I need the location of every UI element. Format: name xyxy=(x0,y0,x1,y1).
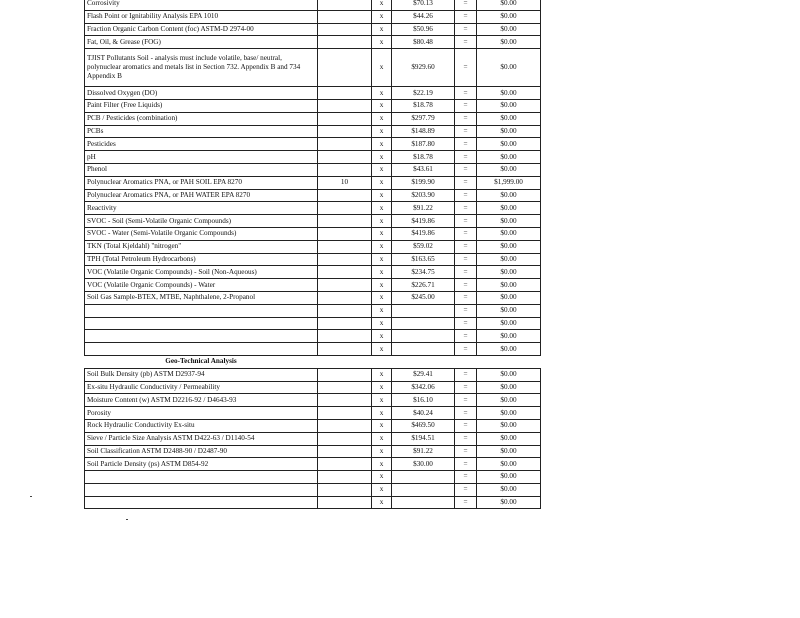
row-quantity xyxy=(318,87,372,100)
row-total: $1,999.00 xyxy=(477,176,541,189)
row-total: $0.00 xyxy=(477,227,541,240)
row-quantity xyxy=(318,368,372,381)
row-total: $0.00 xyxy=(477,496,541,509)
row-multiplier: x xyxy=(372,279,392,292)
row-multiplier: x xyxy=(372,317,392,330)
row-quantity xyxy=(318,483,372,496)
table-row xyxy=(85,432,541,445)
row-equals: = xyxy=(455,394,477,407)
row-unit-price: $91.22 xyxy=(392,445,455,458)
row-multiplier: x xyxy=(372,227,392,240)
row-unit-price: $226.71 xyxy=(392,279,455,292)
row-unit-price: $419.86 xyxy=(392,227,455,240)
table-row xyxy=(85,125,541,138)
row-multiplier: x xyxy=(372,458,392,471)
row-unit-price: $59.02 xyxy=(392,240,455,253)
row-quantity xyxy=(318,163,372,176)
row-description: pH xyxy=(85,151,318,164)
row-quantity xyxy=(318,151,372,164)
row-description xyxy=(85,496,318,509)
row-description: Reactivity xyxy=(85,202,318,215)
row-total: $0.00 xyxy=(477,99,541,112)
row-multiplier: x xyxy=(372,471,392,484)
row-description: Porosity xyxy=(85,407,318,420)
row-total: $0.00 xyxy=(477,112,541,125)
row-multiplier: x xyxy=(372,23,392,36)
row-unit-price: $29.41 xyxy=(392,368,455,381)
row-equals: = xyxy=(455,240,477,253)
row-description xyxy=(85,483,318,496)
row-equals: = xyxy=(455,99,477,112)
table-row xyxy=(85,266,541,279)
row-multiplier: x xyxy=(372,432,392,445)
table-row xyxy=(85,99,541,112)
row-description: Dissolved Oxygen (DO) xyxy=(85,87,318,100)
row-unit-price: $148.89 xyxy=(392,125,455,138)
row-multiplier: x xyxy=(372,240,392,253)
row-equals: = xyxy=(455,125,477,138)
row-quantity xyxy=(318,317,372,330)
row-multiplier: x xyxy=(372,496,392,509)
row-equals: = xyxy=(455,381,477,394)
row-description: Sieve / Particle Size Analysis ASTM D422-63 / D1140-54 xyxy=(85,432,318,445)
row-multiplier: x xyxy=(372,394,392,407)
row-description: VOC (Volatile Organic Compounds) - Soil (Non-Aqueous) xyxy=(85,266,318,279)
table-row xyxy=(85,176,541,189)
row-quantity xyxy=(318,99,372,112)
row-equals: = xyxy=(455,419,477,432)
row-total: $0.00 xyxy=(477,304,541,317)
row-description: SVOC - Soil (Semi-Volatile Organic Compounds) xyxy=(85,215,318,228)
row-quantity xyxy=(318,227,372,240)
row-unit-price: $342.06 xyxy=(392,381,455,394)
row-description: TKN (Total Kjeldahl) "nitrogen" xyxy=(85,240,318,253)
row-equals: = xyxy=(455,368,477,381)
row-unit-price: $16.10 xyxy=(392,394,455,407)
row-quantity xyxy=(318,125,372,138)
row-equals: = xyxy=(455,279,477,292)
row-unit-price xyxy=(392,330,455,343)
table-row xyxy=(85,330,541,343)
row-total: $0.00 xyxy=(477,330,541,343)
row-description: Flash Point or Ignitability Analysis EPA 1010 xyxy=(85,10,318,23)
row-total: $0.00 xyxy=(477,125,541,138)
row-multiplier: x xyxy=(372,202,392,215)
table-row xyxy=(85,317,541,330)
table-row xyxy=(85,151,541,164)
table-row xyxy=(85,419,541,432)
row-equals: = xyxy=(455,253,477,266)
row-description: Polynuclear Aromatics PNA, or PAH SOIL EPA 8270 xyxy=(85,176,318,189)
row-equals: = xyxy=(455,49,477,87)
row-description: Pesticides xyxy=(85,138,318,151)
row-unit-price: $43.61 xyxy=(392,163,455,176)
row-unit-price xyxy=(392,343,455,356)
row-total: $0.00 xyxy=(477,368,541,381)
row-quantity xyxy=(318,266,372,279)
row-unit-price: $70.13 xyxy=(392,0,455,10)
row-multiplier: x xyxy=(372,419,392,432)
table-row xyxy=(85,215,541,228)
row-multiplier: x xyxy=(372,0,392,10)
row-multiplier: x xyxy=(372,215,392,228)
row-quantity xyxy=(318,381,372,394)
row-quantity xyxy=(318,291,372,304)
row-equals: = xyxy=(455,304,477,317)
row-quantity xyxy=(318,407,372,420)
row-equals: = xyxy=(455,163,477,176)
table-row xyxy=(85,87,541,100)
table-row xyxy=(85,227,541,240)
row-quantity xyxy=(318,253,372,266)
row-description: Soil Particle Density (ps) ASTM D854-92 xyxy=(85,458,318,471)
row-total: $0.00 xyxy=(477,394,541,407)
row-multiplier: x xyxy=(372,36,392,49)
row-unit-price: $80.48 xyxy=(392,36,455,49)
row-description xyxy=(85,471,318,484)
row-total: $0.00 xyxy=(477,407,541,420)
section-title: Geo-Technical Analysis xyxy=(85,355,318,368)
row-unit-price xyxy=(392,471,455,484)
row-quantity: 10 xyxy=(318,176,372,189)
scan-speck xyxy=(126,519,128,520)
table-row xyxy=(85,458,541,471)
analysis-rows xyxy=(85,0,541,355)
row-equals: = xyxy=(455,10,477,23)
row-unit-price: $245.00 xyxy=(392,291,455,304)
row-multiplier: x xyxy=(372,291,392,304)
row-unit-price xyxy=(392,317,455,330)
row-equals: = xyxy=(455,458,477,471)
row-description: TJIST Pollutants Soil - analysis must include volatile, base/ neutral, polynuclear aromatics and metals list in Section 732. Appendix B and 734 Appendix B xyxy=(85,49,318,87)
row-description: Fraction Organic Carbon Content (foc) ASTM-D 2974-00 xyxy=(85,23,318,36)
row-quantity xyxy=(318,23,372,36)
row-total: $0.00 xyxy=(477,381,541,394)
row-unit-price xyxy=(392,483,455,496)
row-multiplier: x xyxy=(372,445,392,458)
row-equals: = xyxy=(455,227,477,240)
row-description: Soil Gas Sample-BTEX, MTBE, Naphthalene, 2-Propanol xyxy=(85,291,318,304)
row-multiplier: x xyxy=(372,176,392,189)
row-quantity xyxy=(318,36,372,49)
row-total: $0.00 xyxy=(477,36,541,49)
row-total: $0.00 xyxy=(477,253,541,266)
row-multiplier: x xyxy=(372,125,392,138)
table-row xyxy=(85,291,541,304)
row-quantity xyxy=(318,458,372,471)
row-unit-price: $163.65 xyxy=(392,253,455,266)
row-multiplier: x xyxy=(372,151,392,164)
table-row xyxy=(85,445,541,458)
row-unit-price: $91.22 xyxy=(392,202,455,215)
table-row xyxy=(85,471,541,484)
row-description: Moisture Content (w) ASTM D2216-92 / D4643-93 xyxy=(85,394,318,407)
table-row xyxy=(85,202,541,215)
row-unit-price xyxy=(392,496,455,509)
row-multiplier: x xyxy=(372,304,392,317)
row-equals: = xyxy=(455,87,477,100)
row-multiplier: x xyxy=(372,99,392,112)
row-quantity xyxy=(318,330,372,343)
row-description: Soil Classification ASTM D2488-90 / D2487-90 xyxy=(85,445,318,458)
table-row xyxy=(85,23,541,36)
table-row xyxy=(85,483,541,496)
row-unit-price: $929.60 xyxy=(392,49,455,87)
row-total: $0.00 xyxy=(477,291,541,304)
row-total: $0.00 xyxy=(477,0,541,10)
row-equals: = xyxy=(455,317,477,330)
row-multiplier: x xyxy=(372,407,392,420)
row-total: $0.00 xyxy=(477,343,541,356)
row-equals: = xyxy=(455,151,477,164)
table-row xyxy=(85,394,541,407)
row-unit-price: $44.26 xyxy=(392,10,455,23)
geo-technical-rows xyxy=(85,368,541,509)
row-unit-price: $18.78 xyxy=(392,99,455,112)
row-multiplier: x xyxy=(372,49,392,87)
row-multiplier: x xyxy=(372,266,392,279)
row-unit-price: $30.00 xyxy=(392,458,455,471)
row-quantity xyxy=(318,394,372,407)
row-total: $0.00 xyxy=(477,23,541,36)
row-equals: = xyxy=(455,471,477,484)
row-equals: = xyxy=(455,23,477,36)
row-multiplier: x xyxy=(372,381,392,394)
row-equals: = xyxy=(455,483,477,496)
row-quantity xyxy=(318,202,372,215)
row-quantity xyxy=(318,0,372,10)
section-header xyxy=(85,355,541,368)
row-total: $0.00 xyxy=(477,151,541,164)
table-row xyxy=(85,0,541,10)
row-total: $0.00 xyxy=(477,240,541,253)
row-multiplier: x xyxy=(372,330,392,343)
row-total: $0.00 xyxy=(477,471,541,484)
row-total: $0.00 xyxy=(477,202,541,215)
row-multiplier: x xyxy=(372,343,392,356)
row-equals: = xyxy=(455,112,477,125)
row-description: PCB / Pesticides (combination) xyxy=(85,112,318,125)
row-unit-price: $194.51 xyxy=(392,432,455,445)
row-total: $0.00 xyxy=(477,189,541,202)
row-description: Fat, Oil, & Grease (FOG) xyxy=(85,36,318,49)
row-quantity xyxy=(318,189,372,202)
row-description: Polynuclear Aromatics PNA, or PAH WATER EPA 8270 xyxy=(85,189,318,202)
row-equals: = xyxy=(455,496,477,509)
row-total: $0.00 xyxy=(477,163,541,176)
row-quantity xyxy=(318,343,372,356)
table-row xyxy=(85,163,541,176)
table-row xyxy=(85,381,541,394)
table-row xyxy=(85,49,541,87)
row-quantity xyxy=(318,304,372,317)
row-unit-price: $18.78 xyxy=(392,151,455,164)
row-equals: = xyxy=(455,202,477,215)
row-description: PCBs xyxy=(85,125,318,138)
row-equals: = xyxy=(455,36,477,49)
row-description: Phenol xyxy=(85,163,318,176)
row-multiplier: x xyxy=(372,253,392,266)
table-row xyxy=(85,10,541,23)
table-row xyxy=(85,304,541,317)
row-multiplier: x xyxy=(372,87,392,100)
row-quantity xyxy=(318,445,372,458)
table-row xyxy=(85,496,541,509)
row-equals: = xyxy=(455,432,477,445)
row-total: $0.00 xyxy=(477,317,541,330)
row-total: $0.00 xyxy=(477,279,541,292)
row-total: $0.00 xyxy=(477,138,541,151)
row-unit-price: $203.90 xyxy=(392,189,455,202)
row-quantity xyxy=(318,112,372,125)
analysis-pricing-table xyxy=(84,0,541,509)
row-equals: = xyxy=(455,330,477,343)
row-equals: = xyxy=(455,291,477,304)
row-description xyxy=(85,304,318,317)
row-unit-price: $199.90 xyxy=(392,176,455,189)
row-multiplier: x xyxy=(372,138,392,151)
row-quantity xyxy=(318,471,372,484)
table-row xyxy=(85,36,541,49)
row-equals: = xyxy=(455,445,477,458)
row-description: Corrosivity xyxy=(85,0,318,10)
row-equals: = xyxy=(455,215,477,228)
table-row xyxy=(85,240,541,253)
row-total: $0.00 xyxy=(477,445,541,458)
row-quantity xyxy=(318,10,372,23)
row-unit-price: $22.19 xyxy=(392,87,455,100)
row-quantity xyxy=(318,432,372,445)
row-quantity xyxy=(318,496,372,509)
row-unit-price: $297.79 xyxy=(392,112,455,125)
row-description: Rock Hydraulic Conductivity Ex-situ xyxy=(85,419,318,432)
row-description xyxy=(85,317,318,330)
row-unit-price: $419.86 xyxy=(392,215,455,228)
row-description: Paint Filter (Free Liquids) xyxy=(85,99,318,112)
scan-speck xyxy=(30,496,32,497)
row-total: $0.00 xyxy=(477,419,541,432)
row-multiplier: x xyxy=(372,10,392,23)
row-total: $0.00 xyxy=(477,483,541,496)
row-multiplier: x xyxy=(372,483,392,496)
row-equals: = xyxy=(455,407,477,420)
table-row xyxy=(85,138,541,151)
row-equals: = xyxy=(455,266,477,279)
table-row xyxy=(85,343,541,356)
row-description: VOC (Volatile Organic Compounds) - Water xyxy=(85,279,318,292)
row-description: TPH (Total Petroleum Hydrocarbons) xyxy=(85,253,318,266)
row-unit-price: $50.96 xyxy=(392,23,455,36)
row-description: Soil Bulk Density (pb) ASTM D2937-94 xyxy=(85,368,318,381)
table-row xyxy=(85,253,541,266)
row-quantity xyxy=(318,49,372,87)
row-total: $0.00 xyxy=(477,458,541,471)
row-quantity xyxy=(318,240,372,253)
row-quantity xyxy=(318,419,372,432)
row-total: $0.00 xyxy=(477,215,541,228)
table-row xyxy=(85,189,541,202)
table-row xyxy=(85,407,541,420)
row-equals: = xyxy=(455,0,477,10)
row-unit-price: $187.80 xyxy=(392,138,455,151)
row-total: $0.00 xyxy=(477,266,541,279)
table-row xyxy=(85,112,541,125)
row-description xyxy=(85,330,318,343)
row-quantity xyxy=(318,215,372,228)
row-multiplier: x xyxy=(372,189,392,202)
row-unit-price: $234.75 xyxy=(392,266,455,279)
row-description xyxy=(85,343,318,356)
row-total: $0.00 xyxy=(477,87,541,100)
row-description: Ex-situ Hydraulic Conductivity / Permeability xyxy=(85,381,318,394)
row-total: $0.00 xyxy=(477,49,541,87)
row-equals: = xyxy=(455,138,477,151)
table-row xyxy=(85,279,541,292)
row-multiplier: x xyxy=(372,368,392,381)
row-unit-price: $469.50 xyxy=(392,419,455,432)
row-equals: = xyxy=(455,176,477,189)
row-total: $0.00 xyxy=(477,432,541,445)
row-unit-price: $40.24 xyxy=(392,407,455,420)
row-equals: = xyxy=(455,343,477,356)
row-multiplier: x xyxy=(372,112,392,125)
row-multiplier: x xyxy=(372,163,392,176)
row-unit-price xyxy=(392,304,455,317)
row-description: SVOC - Water (Semi-Volatile Organic Compounds) xyxy=(85,227,318,240)
row-quantity xyxy=(318,279,372,292)
row-equals: = xyxy=(455,189,477,202)
table-row xyxy=(85,368,541,381)
row-quantity xyxy=(318,138,372,151)
row-total: $0.00 xyxy=(477,10,541,23)
